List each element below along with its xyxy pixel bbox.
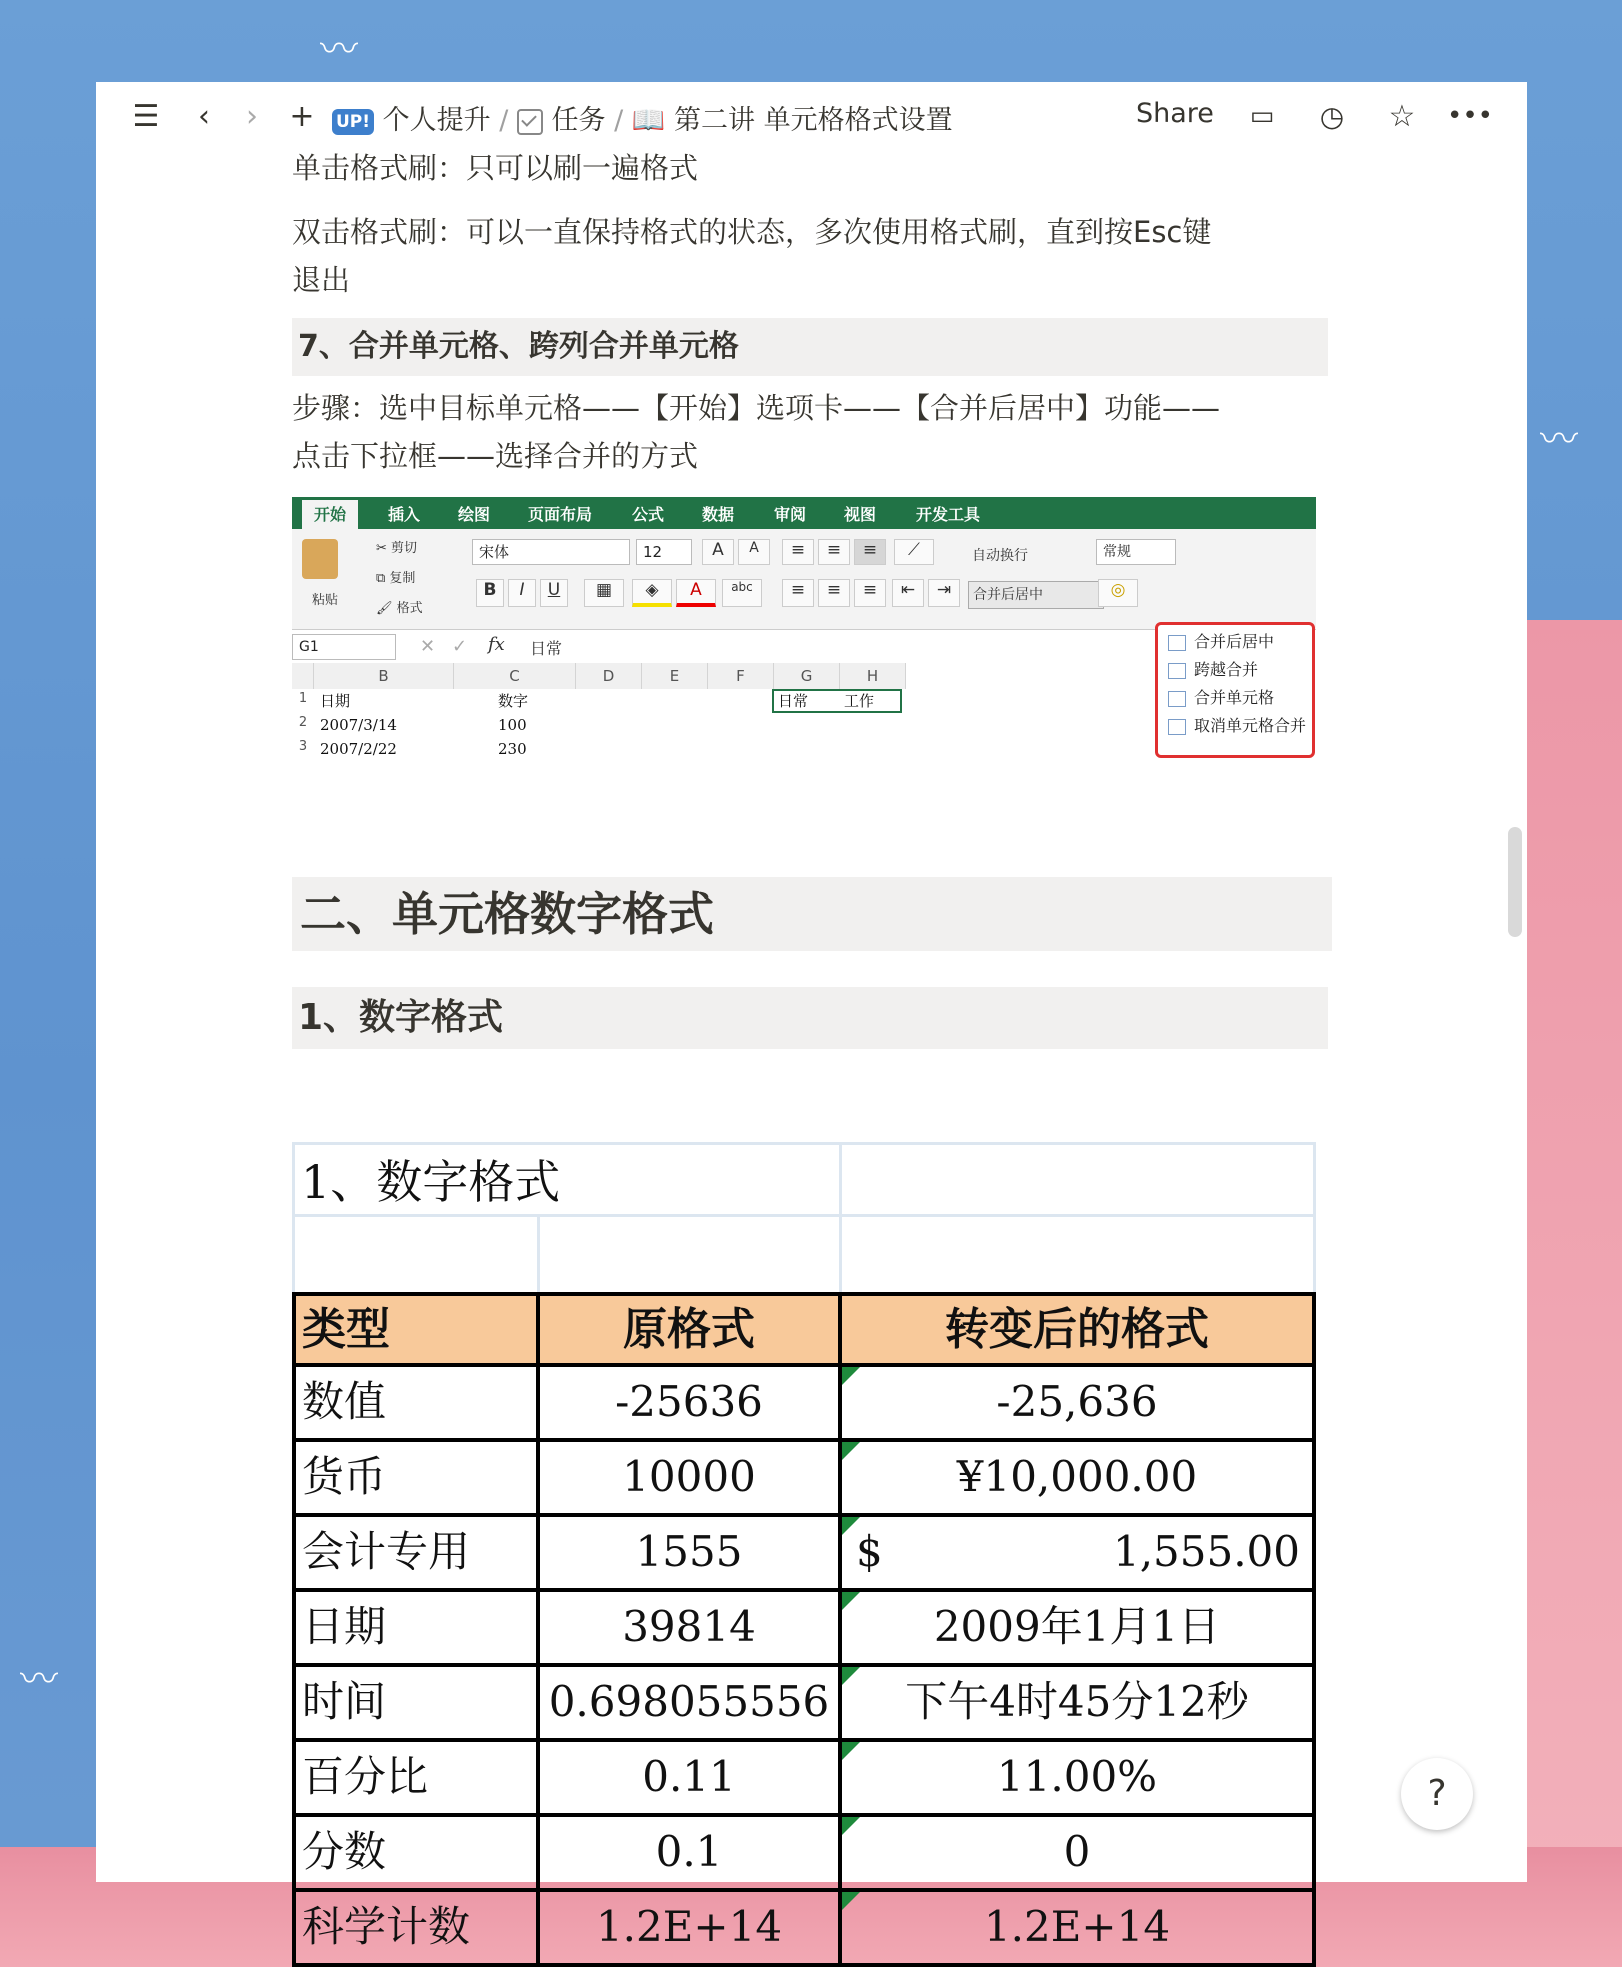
up-badge-icon: UP! bbox=[332, 109, 374, 135]
heading-section-2: 二、单元格数字格式 bbox=[292, 877, 1332, 951]
breadcrumb-separator: / bbox=[499, 105, 509, 136]
menu-item-merge-cells[interactable]: 合并单元格 bbox=[1168, 685, 1274, 708]
font-name-select[interactable]: 宋体 bbox=[472, 539, 630, 565]
menu-icon[interactable]: ☰ bbox=[132, 98, 160, 134]
heading-number-format: 1、数字格式 bbox=[292, 987, 1328, 1049]
table-row-converted: ¥10,000.00 bbox=[842, 1442, 1316, 1517]
grid-cell[interactable]: 数字 bbox=[498, 692, 529, 710]
column-header[interactable]: D bbox=[576, 663, 642, 689]
align-middle-icon[interactable]: ≡ bbox=[818, 539, 850, 565]
ribbon-tab[interactable]: 绘图 bbox=[458, 505, 491, 524]
cell-warning-triangle-icon bbox=[842, 1817, 860, 1835]
more-icon[interactable]: ••• bbox=[1447, 101, 1494, 131]
table-row-type: 百分比 bbox=[292, 1742, 540, 1817]
text-block: 双击格式刷：可以一直保持格式的状态，多次使用格式刷，直到按Esc键 bbox=[292, 215, 1212, 249]
text-block: 单击格式刷：只可以刷一遍格式 bbox=[292, 151, 699, 185]
table-header-cell: 转变后的格式 bbox=[842, 1292, 1316, 1367]
merge-center-button[interactable]: 合并后居中 bbox=[968, 581, 1104, 609]
table-row-type: 分数 bbox=[292, 1817, 540, 1892]
currency-symbol: $ bbox=[856, 1527, 883, 1576]
grid-cell[interactable]: 230 bbox=[498, 740, 527, 758]
copy-icon: ⧉ bbox=[376, 571, 390, 586]
table-row-original: 10000 bbox=[540, 1442, 842, 1517]
ribbon-tab[interactable]: 开始 bbox=[302, 500, 358, 531]
paste-icon[interactable] bbox=[302, 539, 338, 579]
heading-7: 7、合并单元格、跨列合并单元格 bbox=[292, 318, 1328, 376]
wrap-text-button[interactable]: 自动换行 bbox=[972, 548, 1028, 564]
cell-warning-triangle-icon bbox=[842, 1592, 860, 1610]
table-row-original: -25636 bbox=[540, 1367, 842, 1442]
cell-warning-triangle-icon bbox=[842, 1367, 860, 1385]
cell-warning-triangle-icon bbox=[842, 1667, 860, 1685]
indent-icon[interactable]: ⇥ bbox=[928, 579, 960, 607]
ribbon-tab[interactable]: 审阅 bbox=[774, 505, 807, 524]
font-color-icon[interactable]: A bbox=[676, 579, 716, 607]
table-header-cell: 类型 bbox=[292, 1292, 540, 1367]
table-row-type: 会计专用 bbox=[292, 1517, 540, 1592]
fx-icon[interactable]: fx bbox=[488, 634, 505, 655]
column-header[interactable]: C bbox=[454, 663, 576, 689]
table-empty-cell bbox=[292, 1217, 540, 1292]
forward-icon[interactable]: › bbox=[246, 98, 258, 134]
table-row-converted: 1,555.00 $ bbox=[842, 1517, 1316, 1592]
ribbon-tabs bbox=[292, 497, 1316, 529]
ribbon-tab[interactable]: 插入 bbox=[388, 505, 421, 524]
paste-label[interactable]: 粘贴 bbox=[312, 593, 339, 608]
menu-item-unmerge[interactable]: 取消单元格合并 bbox=[1168, 713, 1306, 736]
grid-cell[interactable]: 100 bbox=[498, 716, 527, 734]
grid-cell[interactable]: 2007/2/22 bbox=[320, 740, 397, 758]
font-size-select[interactable]: 12 bbox=[636, 539, 692, 565]
comment-icon[interactable]: ▭ bbox=[1249, 101, 1275, 131]
copy-button[interactable]: ⧉ 复制 bbox=[376, 571, 416, 586]
menu-item-merge-across[interactable]: 跨越合并 bbox=[1168, 657, 1258, 680]
bold-icon[interactable]: B bbox=[476, 579, 504, 607]
column-header[interactable]: B bbox=[314, 663, 454, 689]
breadcrumb-item-3[interactable]: 第二讲 单元格格式设置 bbox=[674, 105, 953, 136]
merge-center-icon bbox=[1168, 635, 1186, 651]
cell-g1: 日常 bbox=[778, 692, 809, 710]
bird-decoration: 〰 bbox=[20, 1657, 59, 1701]
underline-icon[interactable]: U bbox=[540, 579, 568, 607]
cell-warning-triangle-icon bbox=[842, 1892, 860, 1910]
brush-icon: 🖌 bbox=[376, 601, 397, 616]
table-row-original: 1555 bbox=[540, 1517, 842, 1592]
table-empty-cell bbox=[842, 1142, 1316, 1217]
table-row-original: 0.698055556 bbox=[540, 1667, 842, 1742]
breadcrumb-item-2[interactable]: 任务 bbox=[551, 105, 606, 136]
text-block: 点击下拉框——选择合并的方式 bbox=[292, 439, 699, 473]
cell-h1: 工作 bbox=[844, 692, 875, 710]
table-empty-cell bbox=[540, 1217, 842, 1292]
share-button[interactable]: Share bbox=[1136, 98, 1214, 129]
increase-font-icon[interactable]: A bbox=[702, 539, 734, 565]
table-empty-cell bbox=[842, 1217, 1316, 1292]
column-header[interactable]: G bbox=[774, 663, 840, 689]
table-row-type: 数值 bbox=[292, 1367, 540, 1442]
grid-cell-selected[interactable] bbox=[772, 689, 902, 713]
column-header[interactable]: H bbox=[840, 663, 906, 689]
align-center-icon[interactable]: ≡ bbox=[818, 579, 850, 607]
table-row-original: 39814 bbox=[540, 1592, 842, 1667]
table-row-converted: 11.00% bbox=[842, 1742, 1316, 1817]
excel-screenshot bbox=[292, 497, 1316, 759]
formula-input[interactable]: 日常 bbox=[530, 639, 563, 658]
grid-cell[interactable]: 2007/3/14 bbox=[320, 716, 397, 734]
row-number[interactable]: 2 bbox=[298, 715, 308, 730]
table-row-converted: -25,636 bbox=[842, 1367, 1316, 1442]
breadcrumb-item-1[interactable]: 个人提升 bbox=[382, 105, 491, 136]
bird-decoration: 〰 bbox=[1540, 417, 1579, 461]
merge-across-icon bbox=[1168, 663, 1186, 679]
phonetic-icon[interactable]: abc bbox=[722, 579, 762, 607]
table-row-converted: 下午4时45分12秒 bbox=[842, 1667, 1316, 1742]
breadcrumb-separator: / bbox=[614, 105, 624, 136]
unmerge-icon bbox=[1168, 719, 1186, 735]
row-number[interactable]: 3 bbox=[298, 739, 308, 754]
confirm-icon[interactable]: ✓ bbox=[452, 636, 468, 657]
notion-window bbox=[96, 82, 1527, 1951]
fill-color-icon[interactable]: ◈ bbox=[632, 579, 672, 607]
back-icon[interactable]: ‹ bbox=[198, 98, 210, 134]
table-row-converted: 2009年1月1日 bbox=[842, 1592, 1316, 1667]
scissors-icon: ✂ bbox=[376, 541, 392, 556]
table-row-original: 1.2E+14 bbox=[540, 1892, 842, 1967]
row-number[interactable]: 1 bbox=[298, 691, 308, 706]
border-icon[interactable]: ▦ bbox=[584, 579, 624, 607]
cut-button[interactable]: ✂ 剪切 bbox=[376, 541, 418, 556]
align-left-icon[interactable]: ≡ bbox=[782, 579, 814, 607]
help-button[interactable]: ? bbox=[1401, 1758, 1473, 1830]
align-top-icon[interactable]: ≡ bbox=[782, 539, 814, 565]
decrease-font-icon[interactable]: A bbox=[738, 539, 770, 565]
top-bar bbox=[96, 82, 1527, 152]
format-painter-button[interactable]: 🖌 格式 bbox=[376, 601, 423, 616]
table-header-cell: 原格式 bbox=[540, 1292, 842, 1367]
merge-cells-icon bbox=[1168, 691, 1186, 707]
ribbon-tab[interactable]: 开发工具 bbox=[916, 505, 981, 524]
name-box[interactable]: G1 bbox=[292, 634, 396, 660]
currency-icon[interactable]: ◎ bbox=[1098, 579, 1138, 607]
select-all-corner[interactable] bbox=[292, 663, 314, 689]
ribbon-tab[interactable]: 页面布局 bbox=[528, 505, 593, 524]
book-icon: 📖 bbox=[631, 105, 666, 136]
cancel-icon[interactable]: ✕ bbox=[420, 636, 436, 657]
add-icon[interactable]: + bbox=[289, 98, 315, 134]
table-title: 1、数字格式 bbox=[292, 1142, 842, 1217]
text-block: 步骤：选中目标单元格——【开始】选项卡——【合并后居中】功能—— bbox=[292, 391, 1221, 425]
cell-warning-triangle-icon bbox=[842, 1742, 860, 1760]
star-icon[interactable]: ☆ bbox=[1388, 98, 1416, 134]
text-block: 退出 bbox=[292, 263, 351, 297]
grid-cell[interactable]: 日期 bbox=[320, 692, 351, 710]
align-right-icon[interactable]: ≡ bbox=[854, 579, 886, 607]
bird-decoration: 〰 bbox=[320, 27, 359, 71]
column-header[interactable]: E bbox=[642, 663, 708, 689]
number-format-select[interactable]: 常规 bbox=[1096, 539, 1176, 565]
align-bottom-icon[interactable]: ≡ bbox=[854, 539, 886, 565]
history-icon[interactable]: ◷ bbox=[1319, 99, 1345, 133]
background-pink-right bbox=[1512, 620, 1622, 1920]
ribbon-tab[interactable]: 公式 bbox=[632, 505, 665, 524]
breadcrumb bbox=[332, 98, 953, 137]
table-row-type: 科学计数 bbox=[292, 1892, 540, 1967]
checkbox-icon bbox=[517, 109, 543, 135]
merge-dropdown-menu bbox=[1155, 622, 1315, 758]
table-row-type: 时间 bbox=[292, 1667, 540, 1742]
orientation-icon[interactable]: ⟋ bbox=[894, 539, 934, 565]
cell-warning-triangle-icon bbox=[842, 1442, 860, 1460]
table-row-converted: 1.2E+14 bbox=[842, 1892, 1316, 1967]
ribbon-tab[interactable]: 视图 bbox=[844, 505, 877, 524]
italic-icon[interactable]: I bbox=[508, 579, 536, 607]
table-row-type: 货币 bbox=[292, 1442, 540, 1517]
table-row-converted: 0 bbox=[842, 1817, 1316, 1892]
table-row-type: 日期 bbox=[292, 1592, 540, 1667]
scrollbar[interactable] bbox=[1508, 827, 1522, 937]
menu-item-merge-center[interactable]: 合并后居中 bbox=[1168, 629, 1274, 652]
outdent-icon[interactable]: ⇤ bbox=[892, 579, 924, 607]
column-header[interactable]: F bbox=[708, 663, 774, 689]
table-row-original: 0.1 bbox=[540, 1817, 842, 1892]
table-row-original: 0.11 bbox=[540, 1742, 842, 1817]
ribbon-tab[interactable]: 数据 bbox=[702, 505, 735, 524]
